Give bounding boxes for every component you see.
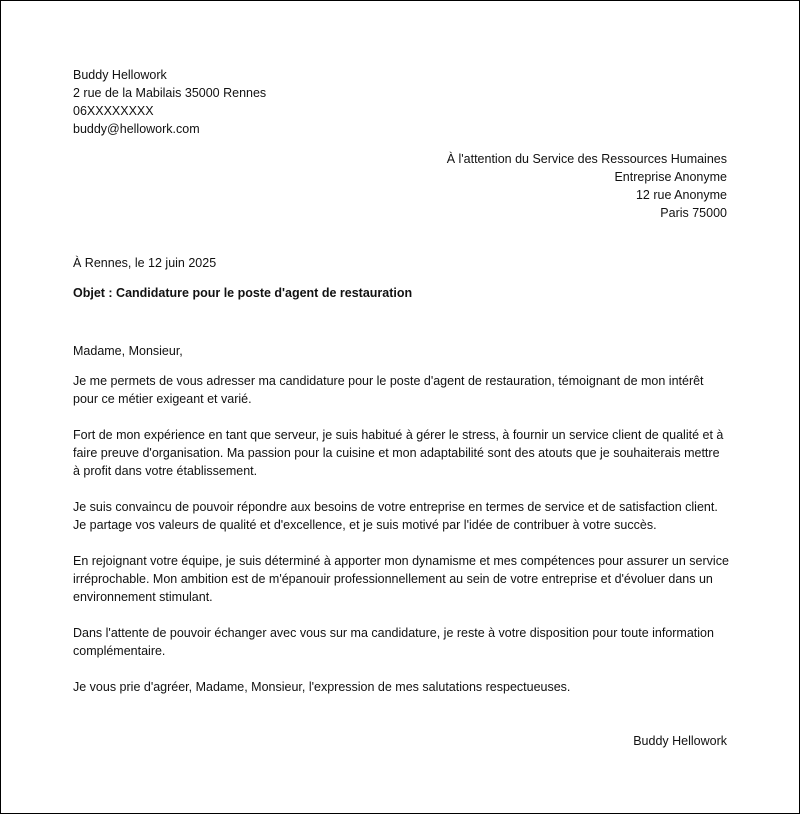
sender-email: buddy@hellowork.com bbox=[73, 122, 200, 136]
date-line: À Rennes, le 12 juin 2025 bbox=[73, 256, 217, 270]
closing-line: Je vous prie d'agréer, Madame, Monsieur, l'expression de mes salutations respectueuses. bbox=[73, 680, 571, 694]
sender-address: 2 rue de la Mabilais 35000 Rennes bbox=[73, 86, 267, 100]
recipient-company: Entreprise Anonyme bbox=[614, 170, 727, 184]
subject-line: Objet : Candidature pour le poste d'agent de restauration bbox=[73, 286, 413, 300]
recipient-street: 12 rue Anonyme bbox=[635, 188, 727, 202]
signature: Buddy Hellowork bbox=[633, 734, 727, 748]
recipient-city: Paris 75000 bbox=[660, 206, 727, 220]
body-paragraph-4: En rejoignant votre équipe, je suis déterminé à apporter mon dynamisme et mes compétences pour assurer un service irréprochable. Mon ambition est de m'épanouir professionnellement au sein de votre entreprise et d'évoluer dans un environnement stimulant. bbox=[73, 554, 729, 604]
greeting: Madame, Monsieur, bbox=[73, 344, 183, 358]
body-paragraph-2: Fort de mon expérience en tant que serveur, je suis habitué à gérer le stress, à fournir un service client de qualité et à faire preuve d'organisation. Ma passion pour la cuisine et mon adaptabilité sont des atouts que je souhaiterais mettre à profit dans votre établissement. bbox=[73, 428, 724, 478]
body-paragraph-5: Dans l'attente de pouvoir échanger avec vous sur ma candidature, je reste à votre disposition pour toute information complémentaire. bbox=[73, 626, 714, 658]
body-paragraph-3: Je suis convaincu de pouvoir répondre aux besoins de votre entreprise en termes de service et de satisfaction client. Je partage vos valeurs de qualité et d'excellence, et je suis motivé par l'idée de contribuer à votre succès. bbox=[73, 500, 718, 532]
sender-block bbox=[73, 66, 729, 138]
sender-phone: 06XXXXXXXX bbox=[73, 104, 154, 118]
recipient-block bbox=[447, 150, 727, 222]
recipient-attention: À l'attention du Service des Ressources Humaines bbox=[446, 152, 727, 166]
body-paragraph-1: Je me permets de vous adresser ma candidature pour le poste d'agent de restauration, témoignant de mon intérêt pour ce métier exigeant et varié. bbox=[73, 374, 704, 406]
sender-name: Buddy Hellowork bbox=[73, 68, 167, 82]
